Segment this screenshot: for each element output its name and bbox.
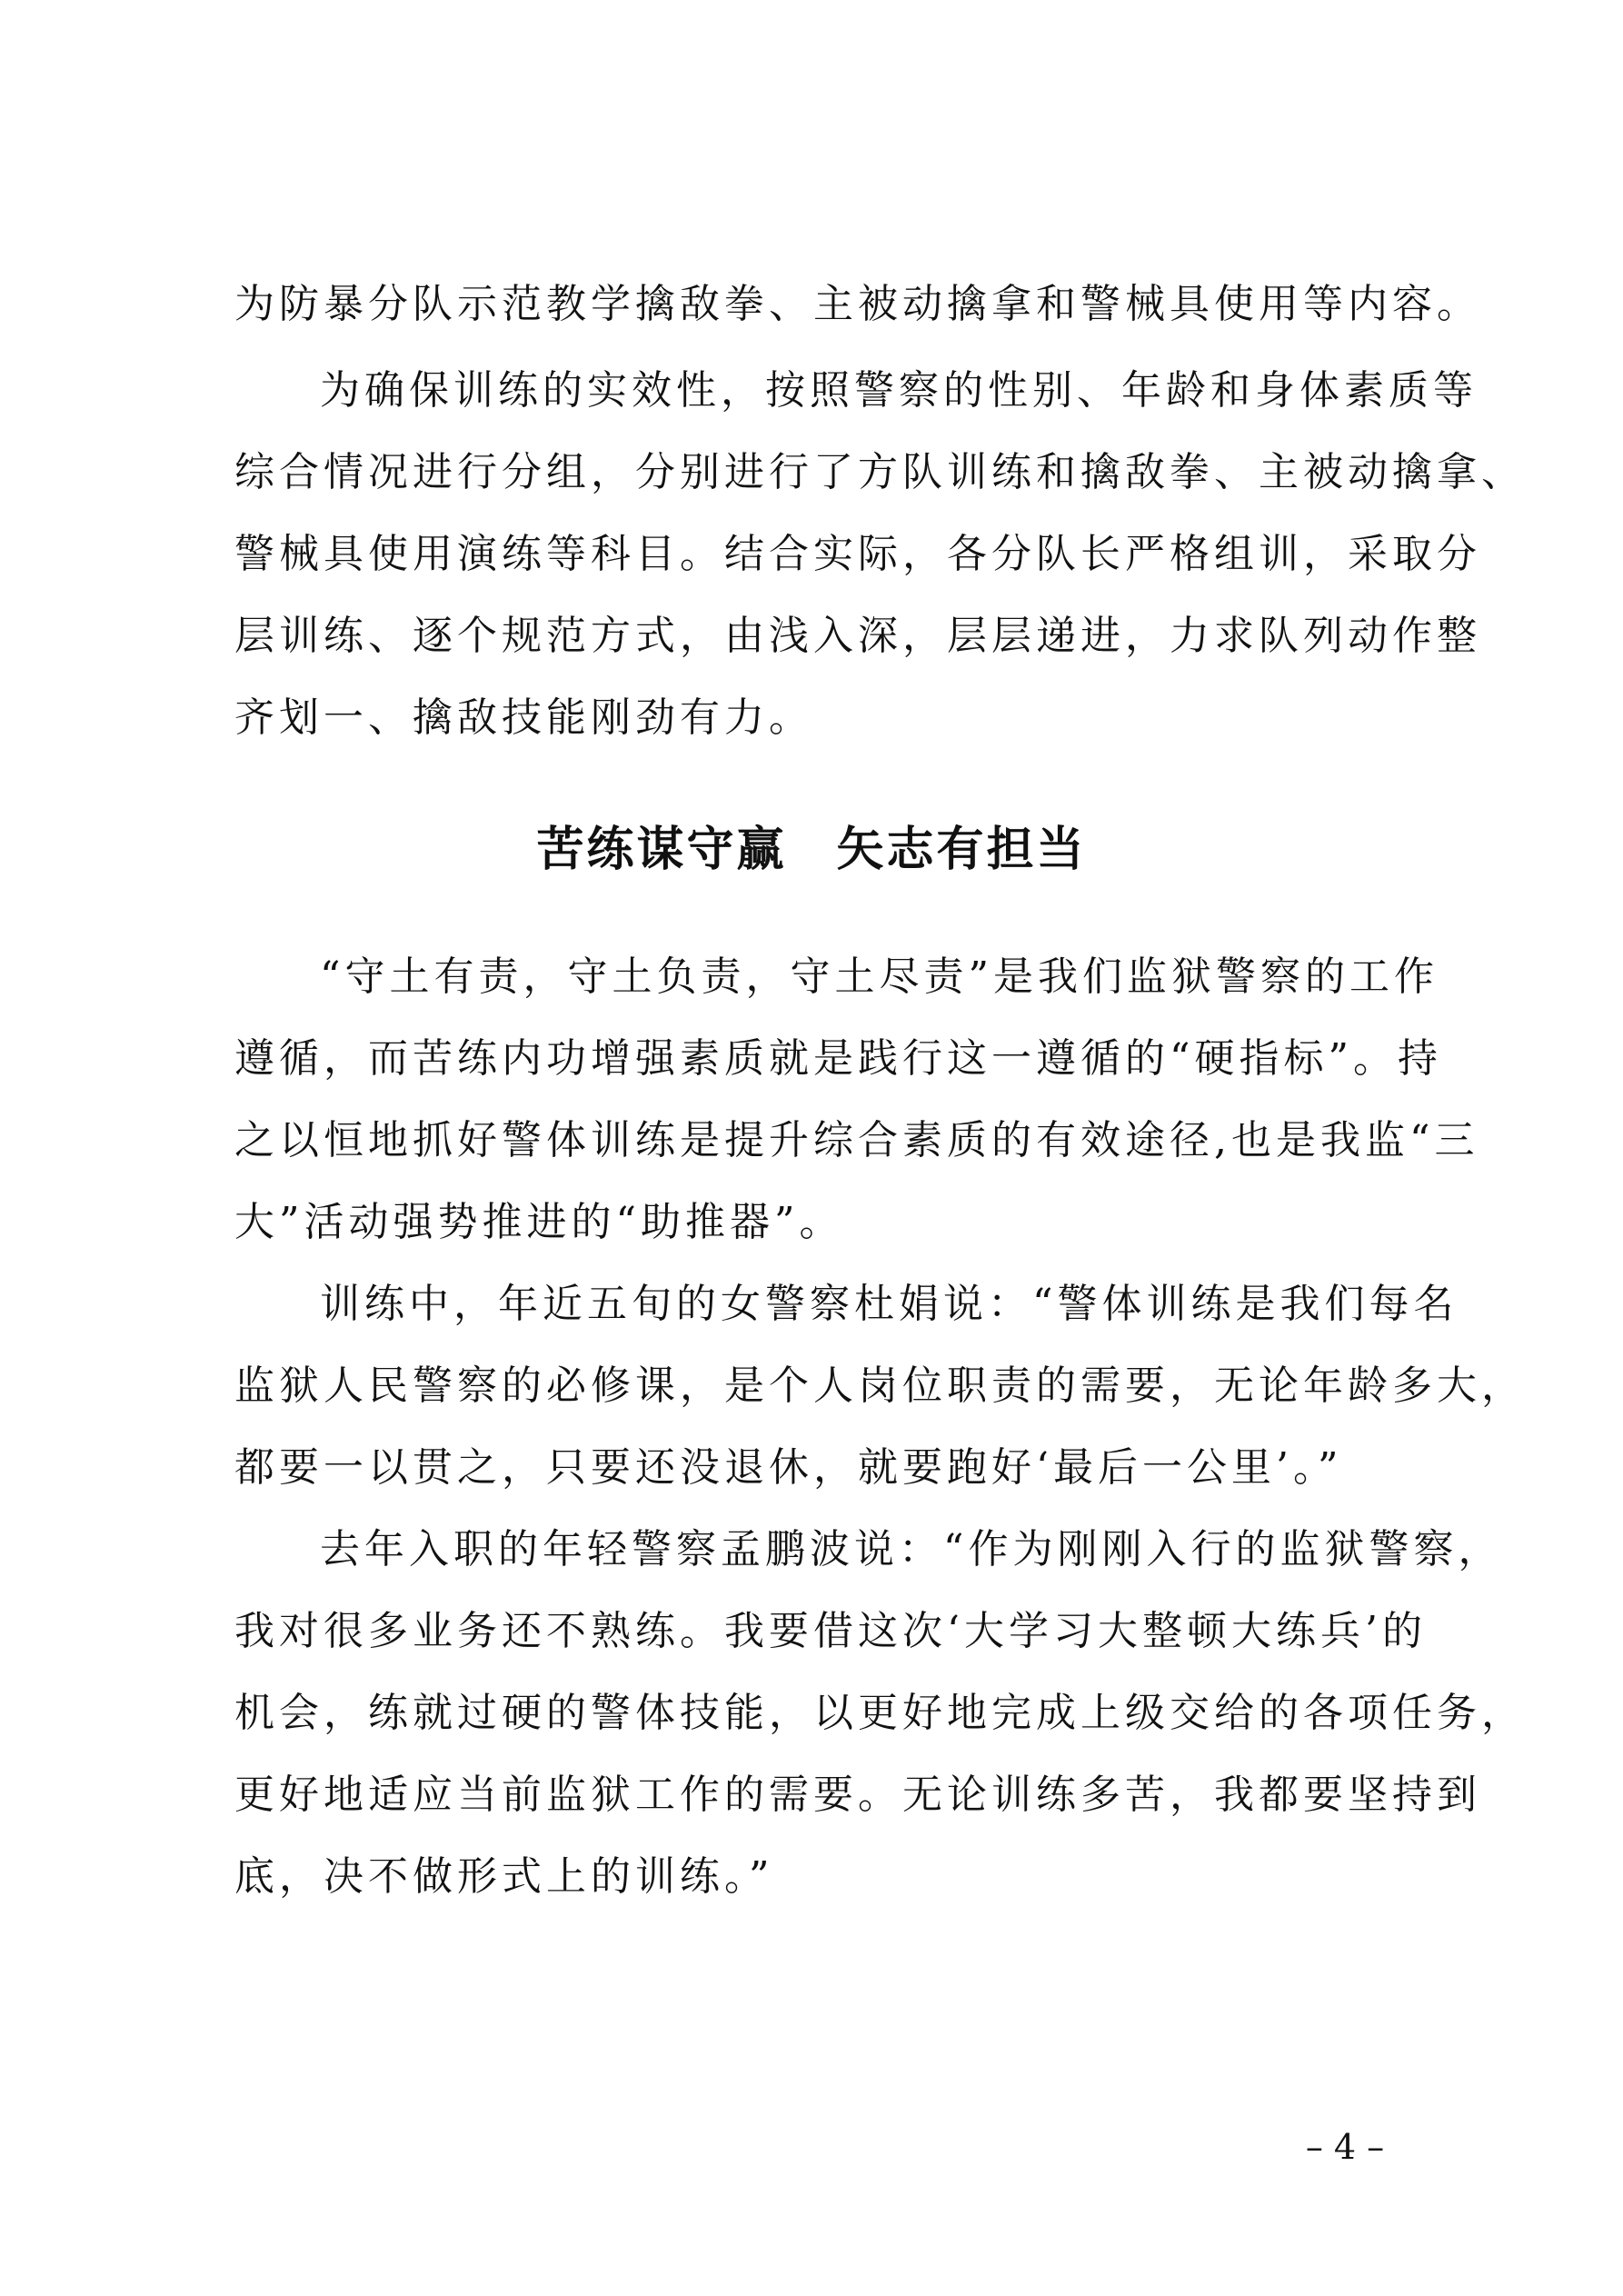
body-text-line: “守土有责，守土负责，守土尽责”是我们监狱警察的工作 [320,953,1439,1000]
body-text-line: 综合情况进行分组，分别进行了方队训练和擒敌拳、主被动擒拿、 [234,449,1526,495]
section-heading: 苦练谋守赢 矢志有担当 [536,822,1087,877]
body-text-line: 都要一以贯之，只要还没退休，就要跑好‘最后一公里’。” [234,1444,1343,1491]
body-text-line: 更好地适应当前监狱工作的需要。无论训练多苦，我都要坚持到 [234,1772,1481,1818]
body-text-line: 机会，练就过硬的警体技能，以更好地完成上级交给的各项任务， [234,1690,1526,1736]
body-text-line: 齐划一、擒敌技能刚劲有力。 [234,694,813,741]
body-text-line: 去年入职的年轻警察孟鹏波说：“作为刚刚入行的监狱警察， [320,1526,1503,1572]
body-text-line: 大”活动强势推进的“助推器”。 [234,1199,844,1245]
body-text-line: 层训练、逐个规范方式，由浅入深，层层递进，力求队列动作整 [234,613,1481,659]
body-text-line: 训练中，年近五旬的女警察杜娟说：“警体训练是我们每名 [320,1281,1459,1327]
body-text-line: 遵循，而苦练内功增强素质就是践行这一遵循的“硬指标”。持 [234,1035,1442,1082]
body-text-line: 为确保训练的实效性，按照警察的性别、年龄和身体素质等 [320,367,1478,414]
page-number: – 4 – [1305,2127,1385,2167]
body-text-line: 为防暴分队示范教学擒敌拳、主被动擒拿和警械具使用等内容。 [234,281,1481,327]
body-text-line: 底，决不做形式上的训练。” [234,1853,774,1900]
body-text-line: 监狱人民警察的必修课，是个人岗位职责的需要，无论年龄多大， [234,1363,1526,1409]
body-text-line: 警械具使用演练等科目。结合实际，各分队长严格组训，采取分 [234,531,1481,577]
body-text-line: 之以恒地抓好警体训练是提升综合素质的有效途径,也是我监“三 [234,1117,1479,1163]
body-text-line: 我对很多业务还不熟练。我要借这次‘大学习大整顿大练兵’的 [234,1608,1427,1654]
